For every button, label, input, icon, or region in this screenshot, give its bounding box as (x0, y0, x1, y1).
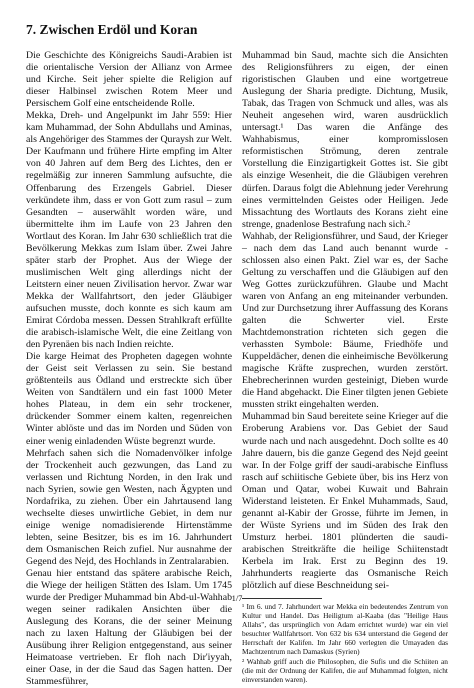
paragraph: Wahhab, der Religionsführer, und Saud, der Krieger – nach dem das Land auch benannt wurde - schlossen also einen Pakt. Ziel war es, der Sache Geltung zu verschaffen und die Gläubigen auf den Weg Gottes zurückzuführen. Glaube und Macht waren von Anfang an eng miteinander verbunden. Und zur Durchsetzung ihrer Auffassung des Korans galten die Schwerter viel. Erste Machtdemonstration richteten sich gegen die verhassten Symbole: Bäume, Friedhöfe und Kuppeldächer, denen die einheimische Bevölkerung magische Kräfte zusprechen, wurden zerstört. Ehebrecherinnen wurden gesteinigt, Dieben wurde die Hand abgehackt. Die Einer tilgten jenen Gebiete mussten strikt eingehalten werden. (242, 230, 448, 411)
paragraph: Mekka, Dreh- und Angelpunkt im Jahr 559: Hier kam Muhammad, der Sohn Abdullahs und Aminas, als Angehöriger des Stammes der Quraysh zur Welt. Der Kaufmann und frühere Hirte empfing im Alter von 40 Jahren auf dem Berg des Lichtes, den er regelmäßig zur inneren Sammlung aufsuchte, die Offenbarung des Erzengels Gabriel. Dieser verkündete ihm, dass er von Gott zum rasul – zum Gesandten – auserwählt worden wäre, und übermittelte ihm im Laufe von 23 Jahren den Wortlaut des Koran. Im Jahr 630 schließlich trat die Bevölkerung Mekkas zum Islam über. Zwei Jahre später starb der Prophet. Aus der Wiege der muslimischen Welt ging allerdings nicht der Leitstern einer neuen Zivilisation hervor. Zwar war Mekka der Wallfahrtsort, den jeder Gläubiger aufsuchen musste, doch konnte es sich kaum am Emirat Córdoba messen. Dessen Strahlkraft erfüllte die arabisch-islamische Welt, die eine Zeitlang von den Pyrenäen bis nach Indien reichte. (26, 110, 232, 351)
paragraph: Mehrfach sahen sich die Nomadenvölker infolge der Trockenheit auch gezwungen, das Land zu verlassen und Richtung Norden, in den Irak und nach Syrien, sowie gen Westen, nach Ägypten und Nordafrika, zu ziehen. Über ein Jahrtausend lang wechselte dieses unwirtliche Gebiet, in dem nur einige wenige nomadisierende Hirtenstämme lebten, seine Besitzer, bis es im 16. Jahrhundert dem Osmanischen Reich zufiel. Nur ausnahme der Gegend des Nejd, des Hochlands in Zentralarabien. (26, 447, 232, 567)
paragraph: Die karge Heimat des Propheten dagegen wohnte der Geist seit Verlassen zu sein. Sie bestand größtenteils aus Ödland und erstreckte sich über Weiten von Sandtälern und ein fast 1000 Meter hohes Plateau, in dem ein sehr trockener, drückender Sommer einem kalten, regenreichen Winter ablöste und das im Norden und Süden von einer wenig einladenden Wüste begrenzt wurde. (26, 351, 232, 447)
chapter-title: 7. Zwischen Erdöl und Koran (26, 22, 198, 37)
paragraph: Muhammad bin Saud bereitete seine Krieger auf die Eroberung Arabiens vor. Das Gebiet der Saud wurde nach und nach ausgedehnt. Doch sollte es 40 Jahre dauern, bis die ganze Gegend des Nejd geeint war. In der Folge griff der saudi-arabische Einfluss rasch auf schiitische Gebiete über, bis ins Herz von Oman und Qatar, wobei Kuwait und Bahrain Widerstand leisteten. Er Enkel Muhammads, Saud, genannt al-Kabir der Grosse, führte im Jemen, in der Wüste Syriens und im Süden des Irak den Umsturz herbei. 1801 plünderten die saudi-arabischen Streitkräfte die heilige Schiitenstadt Kerbela im Irak. Erst zu Beginn des 19. Jahrhunderts reagierte das Osmanische Reich plötzlich auf diese Beschneidung sei- (242, 411, 448, 592)
paragraph: Die Geschichte des Königreichs Saudi-Arabien ist die orientalische Version der Allianz von Armee und Kirche. Seit jeher spielte die Religion auf dieser Halbinsel zwischen Rotem Meer und Persischem Golf eine entscheidende Rolle. (26, 50, 232, 110)
right-column (242, 50, 448, 685)
paragraph: Genau hier entstand das spätere arabische Reich, die Wiege der heiligen Stätten des Islam. Um 1745 wurde der Prediger Muhammad bin Abd-ul-Wahhab wegen seiner radikalen Ansichten über die Auslegung des Korans, die der seiner Meinung nach zu laxen Haltung der Gläubigen bei der Ausübung ihrer Religion entgegenstand, aus seiner Heimatoase vertrieben. Er floh nach Dir'iyyah, einer Oase, in der die Saud das Sagen hatten. Der Stammesführer, (26, 568, 232, 688)
footnote: ² Wahhab griff auch die Philosophen, die Sufis und die Schiiten an (die mit der Ordnung der Kalifen, die auf Muhammad folgten, nicht einverstanden waren). (242, 657, 448, 685)
page-number: 1/7 (231, 593, 243, 603)
footnotes (242, 602, 448, 684)
paragraph: Muhammad bin Saud, machte sich die Ansichten des Religionsführers zu eigen, der einen rigoristischen Glauben und eine wortgetreue Auslegung der Sharia predigte. Dichtung, Musik, Tabak, das Tragen von Schmuck und alles, was als Neuheit angesehen wird, waren ausdrücklich untersagt.¹ Das waren die Anfänge des Wahhabismus, einer kompromisslosen reformistischen Strömung, deren zentrale Vorstellung die Einzigartigkeit Gottes ist. Sie gibt als einzige Wesenheit, die die Gläubigen verehren dürfen. Daraus folgt die Ablehnung jeder Verehrung eines vermittelnden Geistes oder Heiligen. Jede Missachtung des Wortlauts des Korans zieht eine strenge, gnadenlose Bestrafung nach sich.² (242, 50, 448, 230)
footnote: ¹ Im 6. und 7. Jahrhundert war Mekka ein bedeutendes Zentrum von Kultur und Handel. Das Heiligtum al-Kaaba (das "Heilige Haus Allahs", das ursprünglich von Adam errichtet wurde) war ein viel besuchter Wallfahrtsort. Von 632 bis 634 unterstand die Gegend der Herrschaft der Kalifen. Im Jahr 660 verlegten die Umayaden das Machtzentrum nach Damaskus (Syrien) (242, 602, 448, 657)
